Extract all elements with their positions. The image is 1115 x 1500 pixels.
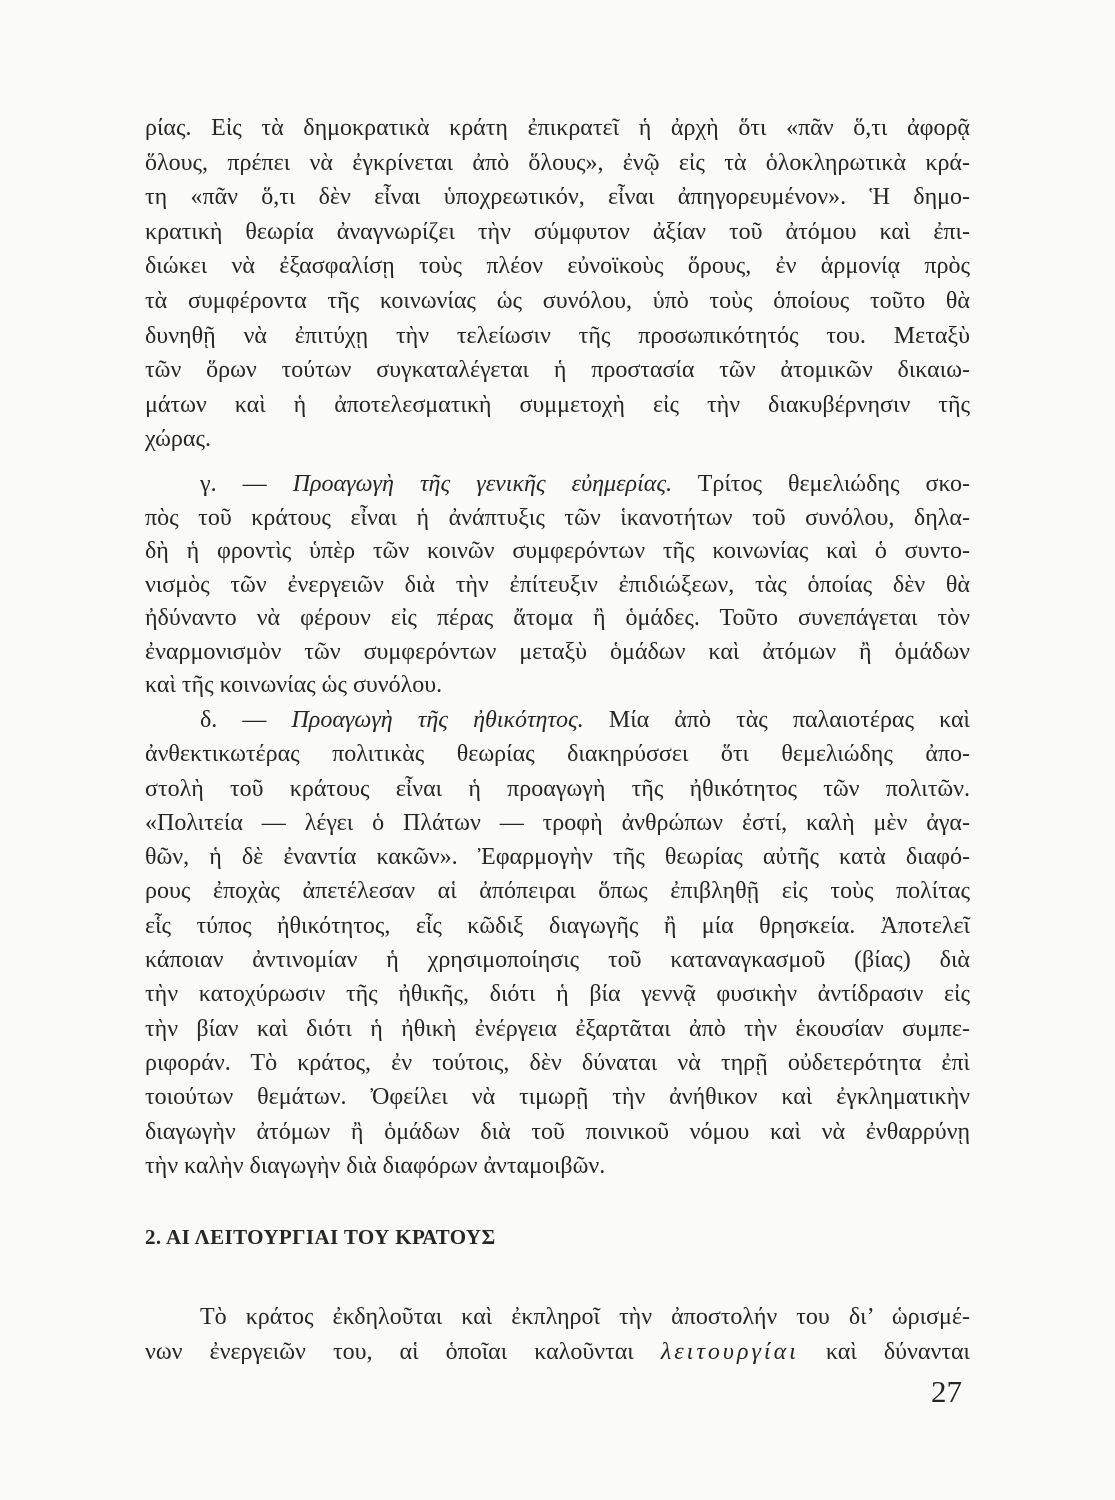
section-title: Προαγωγὴ τῆς γενικῆς εὐημερίας. — [292, 471, 673, 497]
text-line: στολὴ τοῦ κράτους εἶναι ἡ προαγωγὴ τῆς ἠθικότητος τῶν πολιτῶν. — [145, 775, 970, 802]
text-line: πὸς τοῦ κράτους εἶναι ἡ ἀνάπτυξις τῶν ἱκανοτήτων τοῦ συνόλου, δηλα- — [145, 504, 970, 531]
text-line: δυνηθῇ νὰ ἐπιτύχῃ τὴν τελείωσιν τῆς προσωπικότητός του. Μεταξὺ — [145, 322, 970, 349]
section-heading: 2. ΑΙ ΛΕΙΤΟΥΡΓΙΑΙ ΤΟΥ ΚΡΑΤΟΥΣ — [145, 1225, 496, 1249]
text-line: Τὸ κράτος ἐκδηλοῦται καὶ ἐκπληροῖ τὴν ἀποστολήν του δι’ ὡρισμέ- — [200, 1304, 970, 1330]
text-line: εἷς τύπος ἠθικότητος, εἷς κῶδιξ διαγωγῆς ἢ μία θρησκεία. Ἀποτελεῖ — [145, 912, 970, 939]
text-line — [145, 1335, 970, 1370]
text-line — [145, 703, 970, 737]
text-line: μάτων καὶ ἡ ἀποτελεσματικὴ συμμετοχὴ εἰς τὴν διακυβέρνησιν τῆς — [145, 391, 970, 418]
text-span: νων ἐνεργειῶν του, αἱ ὁποῖαι καλοῦνται — [145, 1339, 634, 1365]
text-line: δὴ ἡ φροντὶς ὑπὲρ τῶν κοινῶν συμφερόντων τῆς κοινωνίας καὶ ὁ συντο- — [145, 538, 970, 564]
text-line: ριφοράν. Τὸ κράτος, ἐν τούτοις, δὲν δύναται νὰ τηρῇ οὐδετερότητα ἐπὶ — [145, 1049, 970, 1076]
text-line: θῶν, ἡ δὲ ἐναντία κακῶν». Ἐφαρμογὴν τῆς θεωρίας αὐτῆς κατὰ διαφό- — [145, 844, 970, 871]
page-number: 27 — [931, 1374, 962, 1409]
text-line: διώκει νὰ ἐξασφαλίσῃ τοὺς πλέον εὐνοϊκοὺς ὅρους, ἐν ἁρμονίᾳ πρὸς — [145, 253, 970, 280]
text-line: ρους ἐποχὰς ἀπετέλεσαν αἱ ἀπόπειραι ὅπως ἐπιβληθῇ εἰς τοὺς πολίτας — [145, 878, 970, 905]
text-line: ὅλους, πρέπει νὰ ἐγκρίνεται ἀπὸ ὅλους», ἐνῷ εἰς τὰ ὁλοκληρωτικὰ κρά- — [145, 149, 970, 176]
section-title: Προαγωγὴ τῆς ἠθικότητος. — [291, 707, 584, 733]
section-gamma-paragraph — [145, 468, 970, 703]
text-line: κάποιαν ἀντινομίαν ἡ χρησιμοποίησις τοῦ καταναγκασμοῦ (βίας) διὰ — [145, 947, 970, 974]
text-line: διαγωγὴν ἀτόμων ἢ ὁμάδων διὰ τοῦ ποινικοῦ νόμου καὶ νὰ ἐνθαρρύνῃ — [145, 1118, 970, 1145]
text-line: τὴν καλὴν διαγωγὴν διὰ διαφόρων ἀνταμοιβῶν. — [145, 1152, 606, 1179]
section-marker: δ. — — [200, 707, 267, 733]
text-line: τοιούτων θεμάτων. Ὀφείλει νὰ τιμωρῇ τὴν ἀνήθικον καὶ ἐγκληματικὴν — [145, 1084, 970, 1111]
text-span: Μία ἀπὸ τὰς παλαιοτέρας καὶ — [608, 707, 971, 733]
text-line: ρίας. Εἰς τὰ δημοκρατικὰ κράτη ἐπικρατεῖ ἡ ἀρχὴ ὅτι «πᾶν ὅ,τι ἀφορᾷ — [145, 115, 970, 141]
text-line: καὶ τῆς κοινωνίας ὡς συνόλου. — [145, 672, 443, 698]
functions-paragraph — [145, 1300, 970, 1370]
text-line: κρατικὴ θεωρία ἀναγνωρίζει τὴν σύμφυτον ἀξίαν τοῦ ἀτόμου καὶ ἐπι- — [145, 218, 970, 245]
text-line: ἐναρμονισμὸν τῶν συμφερόντων μεταξὺ ὁμάδων καὶ ἀτόμων ἢ ὁμάδων — [145, 638, 970, 665]
continuation-paragraph — [145, 111, 970, 457]
text-line: χώρας. — [145, 426, 211, 453]
text-line: τὴν βίαν καὶ διότι ἡ ἠθικὴ ἐνέργεια ἐξαρτᾶται ἀπὸ τὴν ἑκουσίαν συμπε- — [145, 1015, 970, 1042]
text-line: ἀνθεκτικωτέρας πολιτικὰς θεωρίας διακηρύσσει ὅτι θεμελιώδης ἀπο- — [145, 741, 970, 768]
text-line: τη «πᾶν ὅ,τι δὲν εἶναι ὑποχρεωτικόν, εἶναι ἀπηγορευμένον». Ἡ δημο- — [145, 184, 970, 211]
text-line: «Πολιτεία — λέγει ὁ Πλάτων — τροφὴ ἀνθρώπων ἐστί, καλὴ μὲν ἀγα- — [145, 809, 970, 836]
section-delta-paragraph — [145, 703, 970, 1183]
text-line: τῶν ὅρων τούτων συγκαταλέγεται ἡ προστασία τῶν ἀτομικῶν δικαιω- — [145, 357, 970, 384]
text-line — [145, 468, 970, 502]
text-line: ἠδύναντο νὰ φέρουν εἰς πέρας ἄτομα ἢ ὁμάδες. Τοῦτο συνεπάγεται τὸν — [145, 605, 970, 631]
text-span: καὶ δύνανται — [825, 1339, 971, 1365]
text-line: τὴν κατοχύρωσιν τῆς ἠθικῆς, διότι ἡ βία γεννᾷ φυσικὴν ἀντίδρασιν εἰς — [145, 981, 970, 1008]
section-marker: γ. — — [200, 471, 267, 497]
emphasized-term: λειτουργίαι — [660, 1339, 799, 1365]
text-span: Τρίτος θεμελιώδης σκο- — [697, 471, 971, 497]
text-line: νισμὸς τῶν ἐνεργειῶν διὰ τὴν ἐπίτευξιν ἐπιδιώξεων, τὰς ὁποίας δὲν θὰ — [145, 571, 970, 598]
text-line: τὰ συμφέροντα τῆς κοινωνίας ὡς συνόλου, ὑπὸ τοὺς ὁποίους τοῦτο θὰ — [145, 287, 970, 314]
